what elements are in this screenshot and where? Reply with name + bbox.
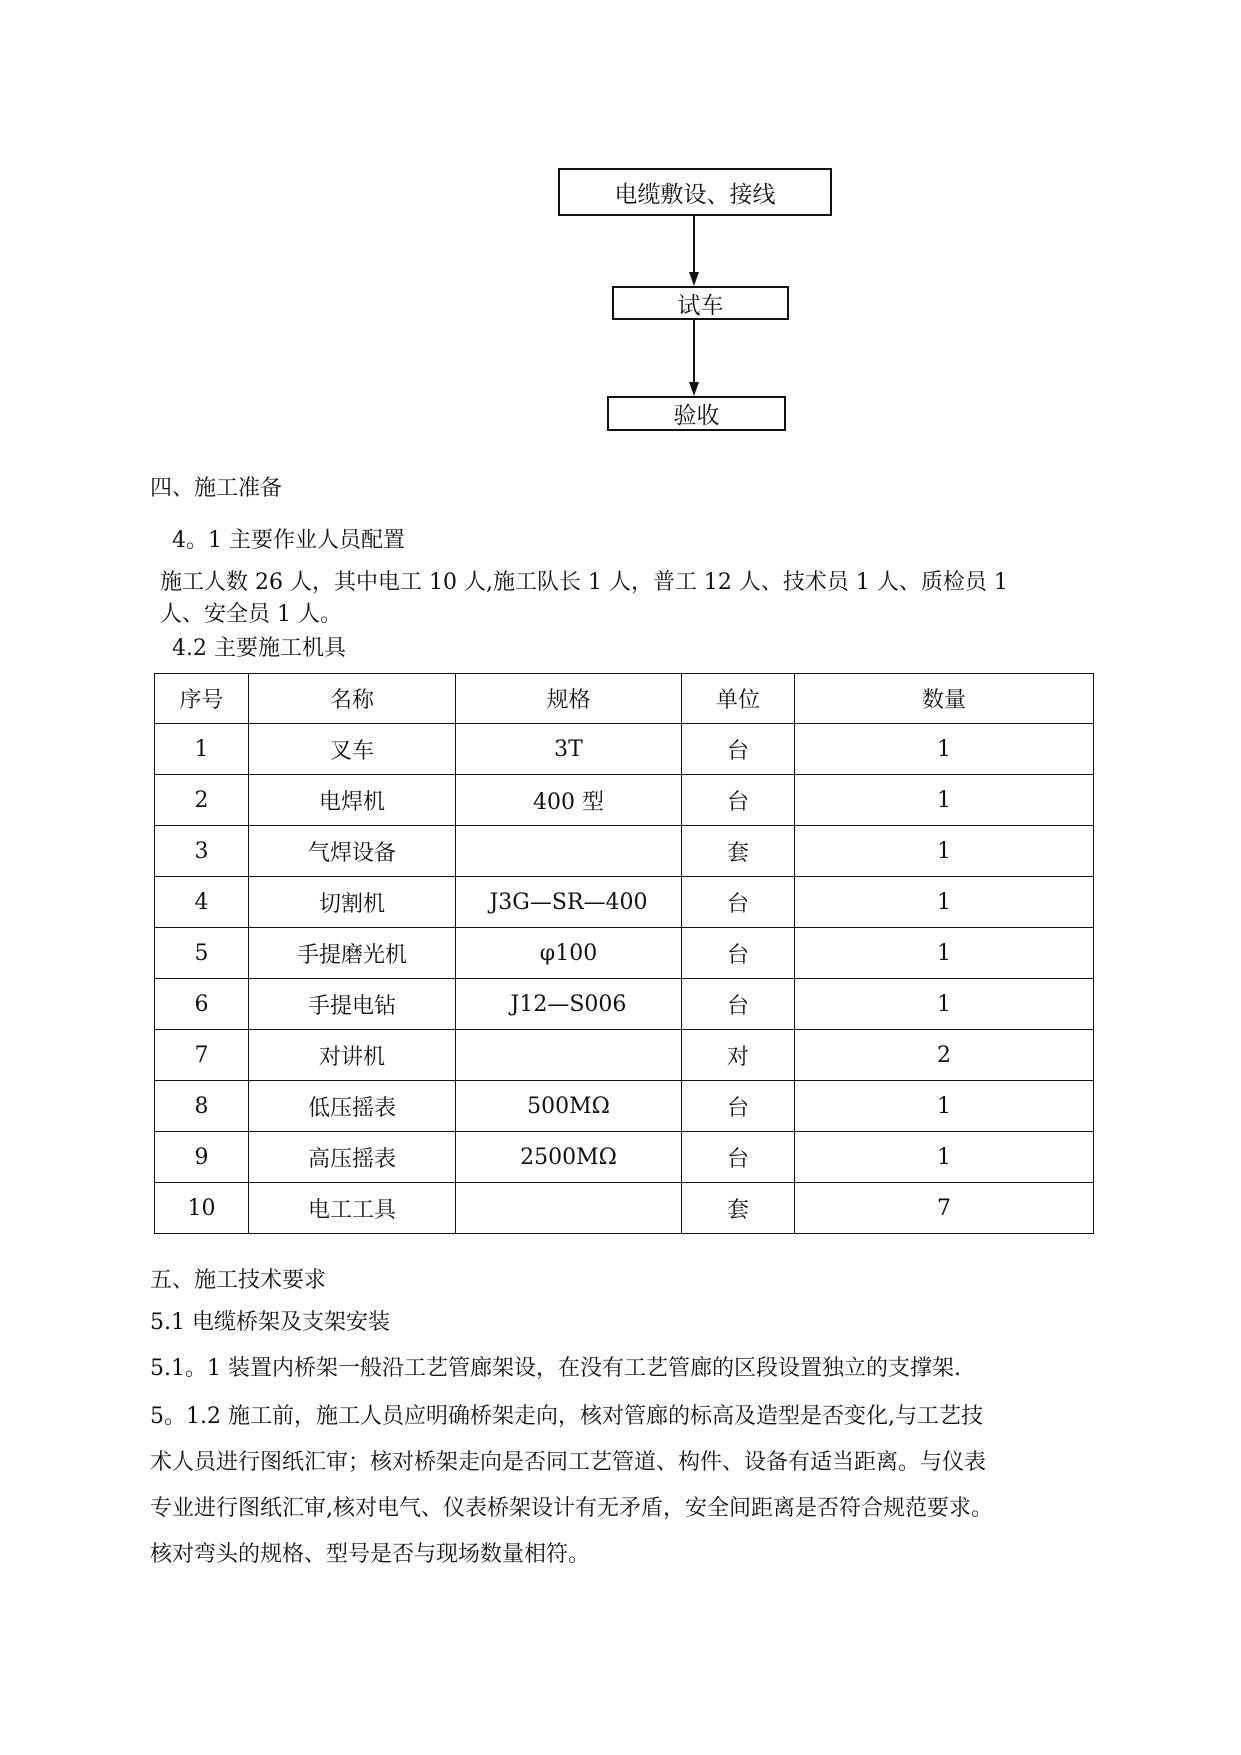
table-cell: 1 <box>795 979 1094 1030</box>
table-cell: 1 <box>795 826 1094 877</box>
header-cell: 名称 <box>249 674 456 724</box>
table-cell: 对讲机 <box>249 1030 456 1081</box>
table-cell: 6 <box>155 979 249 1030</box>
staff-line-2: 人、安全员 1 人。 <box>160 602 342 627</box>
table-cell: 500MΩ <box>456 1081 682 1132</box>
table-cell: 电焊机 <box>249 775 456 826</box>
table-cell: 1 <box>795 724 1094 775</box>
table-cell: 2 <box>155 775 249 826</box>
table-cell: 400 型 <box>456 775 682 826</box>
table-cell: 台 <box>682 724 795 775</box>
section4-heading: 四、施工准备 <box>150 476 283 501</box>
table-cell: 低压摇表 <box>249 1081 456 1132</box>
table-cell: J3G—SR—400 <box>456 877 682 928</box>
table-cell: φ100 <box>456 928 682 979</box>
header-cell: 单位 <box>682 674 795 724</box>
flow-step-label: 验收 <box>673 403 720 429</box>
table-cell: 7 <box>155 1030 249 1081</box>
flow-step-label: 电缆敷设、接线 <box>614 181 776 208</box>
table-cell: 台 <box>682 928 795 979</box>
table-cell: 叉车 <box>249 724 456 775</box>
table-row <box>155 724 1094 775</box>
table-cell <box>456 1183 682 1234</box>
table-row <box>155 1081 1094 1132</box>
section4-sub1: 4。1 主要作业人员配置 <box>172 528 405 553</box>
section5-item2-line1: 5。1.2 施工前，施工人员应明确桥架走向，核对管廊的标高及造型是否变化,与工艺技 <box>150 1404 983 1429</box>
table-cell: 气焊设备 <box>249 826 456 877</box>
table-cell: 1 <box>795 1081 1094 1132</box>
table-header-row <box>155 674 1094 724</box>
table-cell: 9 <box>155 1132 249 1183</box>
flow-arrow-2 <box>689 320 699 396</box>
table-row <box>155 775 1094 826</box>
table-cell: 台 <box>682 775 795 826</box>
table-cell <box>456 826 682 877</box>
section5-item1: 5.1。1 装置内桥架一般沿工艺管廊架设，在没有工艺管廊的区段设置独立的支撑架. <box>150 1356 961 1381</box>
table-cell: 台 <box>682 1081 795 1132</box>
table-cell: 8 <box>155 1081 249 1132</box>
table-cell: 套 <box>682 826 795 877</box>
header-cell: 数量 <box>795 674 1094 724</box>
table-cell: 手提磨光机 <box>249 928 456 979</box>
section5-heading: 五、施工技术要求 <box>150 1268 327 1293</box>
table-cell: 切割机 <box>249 877 456 928</box>
staff-line-1: 施工人数 26 人，其中电工 10 人,施工队长 1 人，普工 12 人、技术员 1 人、质检员 1 <box>160 570 1008 595</box>
table-cell: 2 <box>795 1030 1094 1081</box>
table-cell: 对 <box>682 1030 795 1081</box>
flowchart-arrows <box>0 0 1241 460</box>
table-cell: 1 <box>155 724 249 775</box>
table-cell: 电工工具 <box>249 1183 456 1234</box>
table-cell: 1 <box>795 877 1094 928</box>
table-cell: 4 <box>155 877 249 928</box>
table-cell <box>456 1030 682 1081</box>
table-cell: 2500MΩ <box>456 1132 682 1183</box>
table-cell: J12—S006 <box>456 979 682 1030</box>
table-cell: 1 <box>795 928 1094 979</box>
section5-item2-line2: 术人员进行图纸汇审；核对桥架走向是否同工艺管道、构件、设备有适当距离。与仪表 <box>150 1450 987 1475</box>
table-cell: 1 <box>795 775 1094 826</box>
table-row <box>155 979 1094 1030</box>
flow-arrow-1 <box>689 216 699 286</box>
table-cell: 台 <box>682 877 795 928</box>
table-row <box>155 1183 1094 1234</box>
section5-sub1: 5.1 电缆桥架及支架安装 <box>150 1310 390 1335</box>
table-cell: 3 <box>155 826 249 877</box>
table-cell: 5 <box>155 928 249 979</box>
section4-sub2: 4.2 主要施工机具 <box>172 636 346 661</box>
equipment-table <box>154 673 1094 1234</box>
table-cell: 高压摇表 <box>249 1132 456 1183</box>
table-row <box>155 877 1094 928</box>
table-cell: 3T <box>456 724 682 775</box>
table-cell: 手提电钻 <box>249 979 456 1030</box>
table-row <box>155 1132 1094 1183</box>
table-cell: 10 <box>155 1183 249 1234</box>
table-row <box>155 1030 1094 1081</box>
section5-item2-line3: 专业进行图纸汇审,核对电气、仪表桥架设计有无矛盾，安全间距离是否符合规范要求。 <box>150 1496 993 1521</box>
table-cell: 7 <box>795 1183 1094 1234</box>
header-cell: 规格 <box>456 674 682 724</box>
header-cell: 序号 <box>155 674 249 724</box>
table-cell: 台 <box>682 1132 795 1183</box>
table-cell: 套 <box>682 1183 795 1234</box>
section5-item2-line4: 核对弯头的规格、型号是否与现场数量相符。 <box>150 1542 591 1567</box>
flow-step-label: 试车 <box>677 292 724 319</box>
table-row <box>155 826 1094 877</box>
table-cell: 1 <box>795 1132 1094 1183</box>
table-cell: 台 <box>682 979 795 1030</box>
table-row <box>155 928 1094 979</box>
